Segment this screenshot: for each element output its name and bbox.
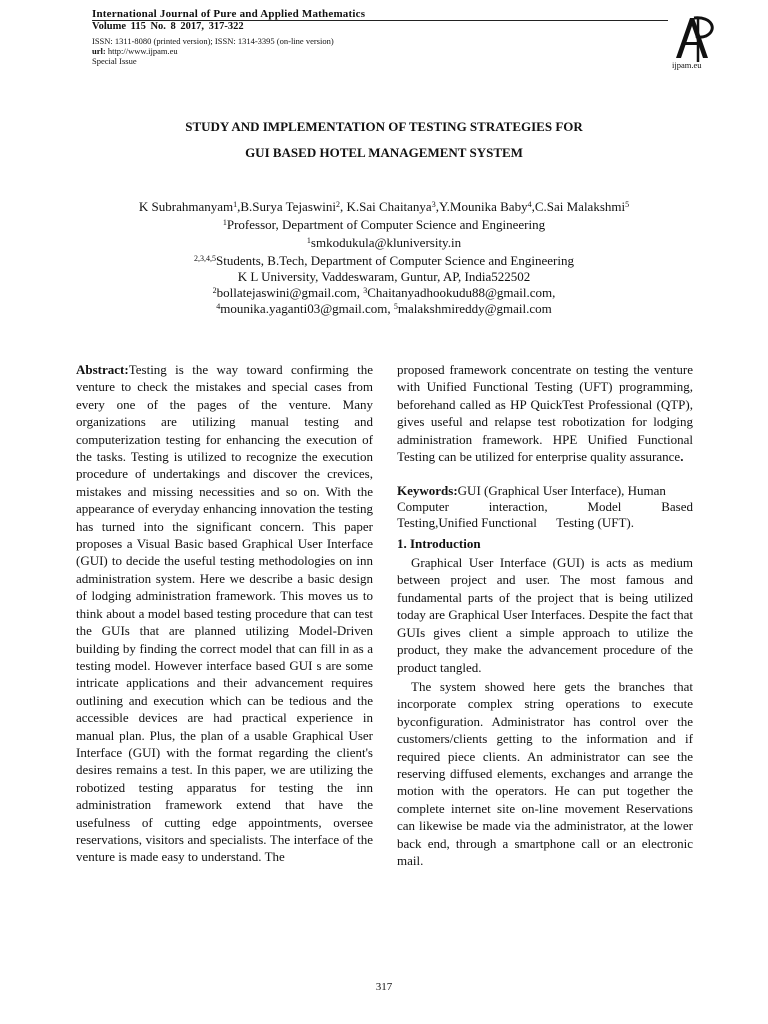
journal-url (92, 46, 178, 56)
page-number: 317 (375, 981, 393, 993)
author-list: K Subrahmanyam$^1$,B.Surya Tejaswini$^2$, K.Sai Chaitanya$^3$,Y.Mounika Baby$^4$,C.Sai Malakshmi$^5$ (138, 199, 630, 214)
abstract-label: Abstract: (76, 362, 129, 377)
affiliation-students: $^{2,3,4,5}$Students, B.Tech, Department of Computer Science and Engineering (194, 253, 574, 268)
email-professor: $^1$smkodukula@kluniversity.in (306, 235, 462, 250)
journal-issn: ISSN: 1311-8080 (printed version); ISSN: 1314-3395 (on-line version) (92, 36, 334, 46)
keywords-line1: Keywords:GUI (Graphical User Interface), Human (397, 483, 666, 499)
introduction-paragraph-2: The system showed here gets the branches that incorporate complex string operations to execute byconfiguration. Administrator has control over the customers/clients getting to the information and if required piece clients. An administrator can see the reserving diffused elements, exchanges and arrange the motion with the operators. He can put together the complete internet site on-line movement Reservations can likewise be made via the administrator, at the lower back end, through a smartphone call or an electronic mail. (397, 678, 693, 868)
affiliation-professor: $^1$Professor, Department of Computer Science and Engineering (222, 217, 546, 232)
url-link[interactable]: http://www.ijpam.eu (107, 46, 178, 56)
keywords-line3: Testing,Unified Functional Testing (UFT). (397, 515, 634, 531)
journal-name: International Journal of Pure and Applied Mathematics (92, 8, 366, 20)
paper-title-line1: STUDY AND IMPLEMENTATION OF TESTING STRATEGIES FOR (185, 119, 583, 134)
introduction-paragraph-1: Graphical User Interface (GUI) is acts as medium between project and user. The most famous and fundamental parts of the project that is being utilized today are Graphical User Interfaces. Despite the fact that GUIs gives client a simple approach to utilize the product, they make the advancement procedure of the product tangled. (397, 555, 693, 675)
url-label: url: (92, 46, 106, 56)
email-students-line1: $^2$bollatejaswini@gmail.com, $^3$Chaitanyadhookudu88@gmail.com, (212, 285, 556, 300)
keywords-line2: Computer interaction, Model Based (397, 498, 693, 514)
special-issue-label: Special Issue (92, 56, 137, 66)
logo-site-text: ijpam.eu (672, 60, 702, 70)
keywords-block (397, 482, 693, 531)
introduction-heading: 1. Introduction (397, 535, 481, 551)
abstract-paragraph (76, 361, 373, 866)
affiliation-university: K L University, Vaddeswaram, Guntur, AP, India522502 (237, 269, 531, 284)
logo-glyph (676, 18, 712, 62)
email-students-line2: $^4$mounika.yaganti03@gmail.com, $^5$malakshmireddy@gmail.com (216, 301, 552, 316)
abstract-column (76, 361, 373, 866)
right-column (397, 361, 693, 869)
journal-volume: Volume 115 No. 8 2017, 317-322 (92, 21, 244, 32)
abstract-continued: proposed framework concentrate on testing the venture with Unified Functional Testing (UFT) programming, beforehand called as HP QuickTest Professional (QTP), gives useful and relapse test robotization for lodging administration framework. HPE Unified Functional Testing can be utilized for enterprise quality assurance. (397, 362, 693, 465)
paper-title-line2: GUI BASED HOTEL MANAGEMENT SYSTEM (245, 145, 523, 160)
keywords-label: Keywords: (397, 483, 458, 499)
journal-logo (668, 12, 720, 64)
abstract-text: Testing is the way toward confirming the venture to check the mistakes and special cases from every one of the pages of the venture. Many organizations are utilizing manual testing and computerization testing for enhancing the execution of the tasks. Testing is utilized to recognize the execution procedure of undertakings and discover the crevices, mistakes and missing necessities and so on. With the appearance of everyday enhancing innovation the testing has turned into the significant concern. This paper proposes a Visual Basic based Graphical User Interface (GUI) to decide the useful testing methodologies on inn administration system. Here we describe a basic design of lodging administration framework. This moves us to think about a model based testing procedure that can test the GUIs that are planned utilizing Model-Driven building by finding the correct model that can fill in as a testing model. However interface based GUI s are some intricate applications and their advancement requires outlining and execution which can be tedious and the accessible devices are had practical experience in manual plan. Plus, the plan of a usable Graphical User Interface (GUI) with the format regarding the client's desires remains a test. In this paper, we are utilizing the robotized testing apparatus for testing the inn administration framework extend that have the usefulness of cutting edge appointments, oversee reservations, visitors and specialists. The interface of the venture is made easy to understand. The (76, 362, 373, 865)
